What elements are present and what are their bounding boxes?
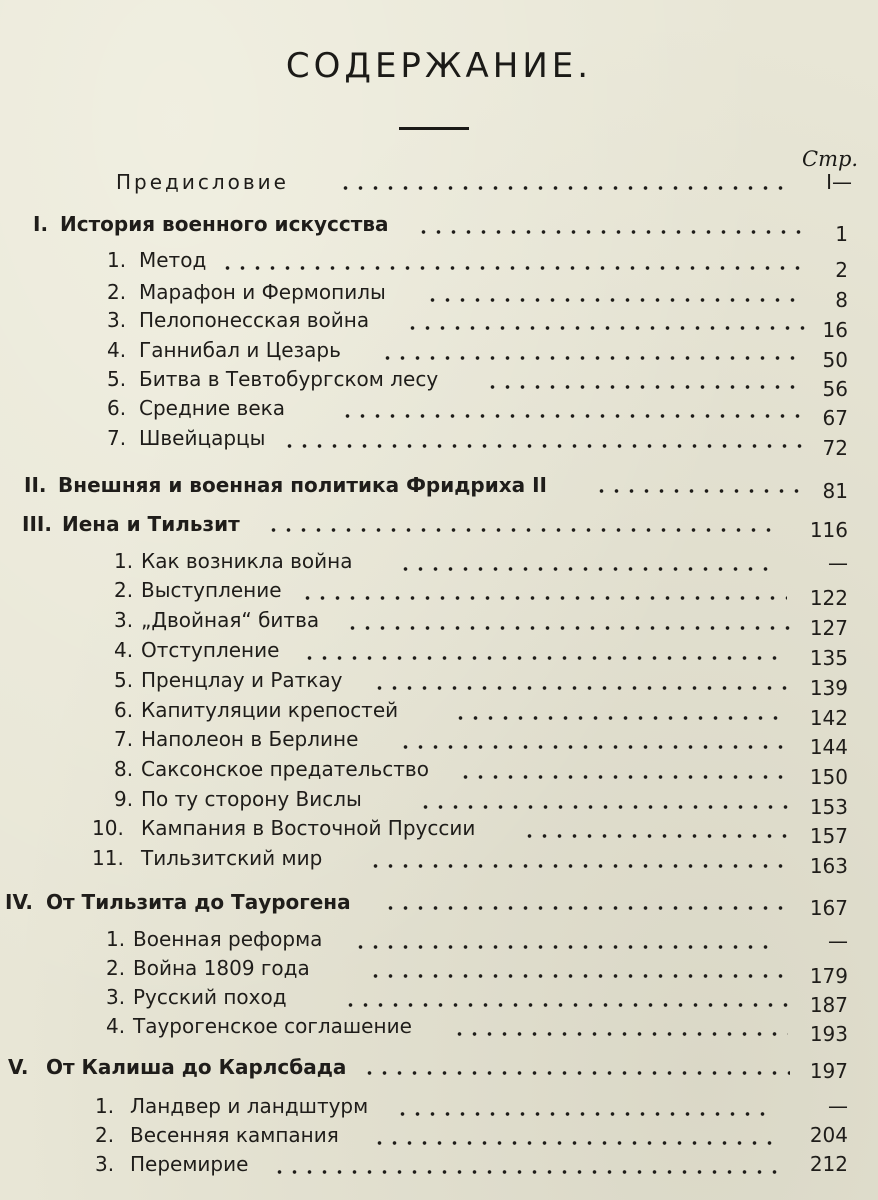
section-label: Весенняя кампания — [130, 1123, 339, 1147]
toc-chapter — [0, 212, 878, 246]
section-page: 193 — [809, 1022, 848, 1046]
section-page: 56 — [822, 377, 848, 401]
section-page: 157 — [809, 824, 848, 848]
section-number: 4. — [106, 1014, 126, 1038]
chapter-title: История военного искусства — [60, 212, 389, 236]
section-label: Капитуляции крепостей — [141, 698, 399, 722]
dot-leader — [368, 864, 788, 868]
chapter-title: Внешняя и военная политика Фридриха II — [58, 473, 547, 497]
dot-leader — [416, 230, 808, 234]
section-page: — — [828, 551, 848, 575]
section-page: — — [828, 929, 848, 953]
dot-leader — [395, 1112, 770, 1116]
toc-section — [0, 608, 878, 638]
section-label: Метод — [139, 248, 207, 272]
chapter-number: II. — [24, 473, 47, 497]
section-number: 3. — [95, 1152, 115, 1176]
section-label: Саксонское предательство — [141, 757, 429, 781]
toc-chapter — [0, 890, 878, 920]
section-number: 3. — [114, 608, 134, 632]
toc-section — [0, 956, 878, 986]
section-page: 150 — [809, 765, 848, 789]
section-label: Отступление — [141, 638, 280, 662]
section-label: Пренцлау и Раткау — [141, 668, 343, 692]
section-page: 8 — [835, 288, 848, 312]
dot-leader — [372, 686, 787, 690]
dot-leader — [425, 298, 805, 302]
toc-section — [0, 757, 878, 787]
section-number: 1. — [106, 927, 126, 951]
section-page: 16 — [822, 318, 848, 342]
toc-section — [0, 846, 878, 876]
section-page: 50 — [822, 348, 848, 372]
section-page: 187 — [809, 993, 848, 1017]
section-number: 11. — [92, 846, 124, 870]
chapter-number: III. — [22, 512, 52, 536]
section-number: 5. — [107, 367, 127, 391]
section-page: 122 — [809, 586, 848, 610]
dot-leader — [345, 626, 790, 630]
section-label: Пелопонесская война — [139, 308, 370, 332]
dot-leader — [282, 444, 807, 448]
dot-leader — [340, 414, 805, 418]
section-page: 135 — [809, 646, 848, 670]
section-number: 10. — [92, 816, 124, 840]
chapter-page: 197 — [809, 1059, 848, 1083]
section-number: 6. — [114, 698, 134, 722]
title-rule — [399, 127, 469, 130]
toc-section — [0, 727, 878, 757]
section-page: 144 — [809, 735, 848, 759]
chapter-page: 167 — [809, 896, 848, 920]
toc-section — [0, 338, 878, 372]
dot-leader — [453, 716, 788, 720]
section-label: Кампания в Восточной Пруссии — [141, 816, 476, 840]
dot-leader — [383, 906, 788, 910]
toc-section — [0, 367, 878, 401]
chapter-page: 116 — [809, 518, 848, 542]
section-page: 179 — [809, 964, 848, 988]
chapter-title: От Тильзита до Таурогена — [46, 890, 351, 914]
section-number: 3. — [106, 985, 126, 1009]
section-label: Таурогенское соглашение — [133, 1014, 412, 1038]
dot-leader — [266, 528, 776, 532]
toc-section — [0, 1123, 878, 1153]
section-label: Средние века — [139, 396, 285, 420]
toc-section — [0, 1014, 878, 1044]
page-column-label: Стр. — [802, 147, 859, 171]
dot-leader — [594, 489, 806, 493]
toc-section — [0, 549, 878, 579]
section-label: Перемирие — [130, 1152, 249, 1176]
section-number: 2. — [114, 578, 134, 602]
dot-leader — [338, 186, 783, 190]
toc-section — [0, 1094, 878, 1124]
section-number: 4. — [114, 638, 134, 662]
chapter-number: I. — [33, 212, 49, 236]
section-page: 139 — [809, 676, 848, 700]
section-number: 1. — [107, 248, 127, 272]
dot-leader — [380, 356, 805, 360]
dot-leader — [398, 745, 788, 749]
dot-leader — [300, 596, 787, 600]
section-number: 2. — [95, 1123, 115, 1147]
section-label: Русский поход — [133, 985, 287, 1009]
toc-entry-preface — [0, 170, 878, 200]
dot-leader — [368, 974, 788, 978]
section-label: Битва в Тевтобургском лесу — [139, 367, 439, 391]
toc-section — [0, 280, 878, 310]
chapter-title: От Калиша до Карлсбада — [46, 1055, 347, 1079]
dot-leader — [452, 1032, 788, 1036]
section-number: 4. — [107, 338, 127, 362]
dot-leader — [362, 1071, 790, 1075]
dot-leader — [372, 1141, 782, 1145]
section-label: Как возникла война — [141, 549, 353, 573]
dot-leader — [220, 266, 805, 270]
section-label: Военная реформа — [133, 927, 323, 951]
chapter-page: 81 — [822, 479, 848, 503]
section-page: 212 — [809, 1152, 848, 1176]
toc-section — [0, 578, 878, 608]
dot-leader — [522, 834, 787, 838]
section-label: Выступление — [141, 578, 282, 602]
section-number: 1. — [114, 549, 134, 573]
section-page: — — [828, 1094, 848, 1118]
toc-section — [0, 1152, 878, 1182]
chapter-number: V. — [8, 1055, 29, 1079]
section-label: Ганнибал и Цезарь — [139, 338, 341, 362]
section-number: 6. — [107, 396, 127, 420]
toc-section — [0, 668, 878, 698]
toc-section — [0, 927, 878, 957]
section-page: 142 — [809, 706, 848, 730]
toc-chapter — [0, 1055, 878, 1085]
section-page: 72 — [822, 436, 848, 460]
chapter-title: Иена и Тильзит — [62, 512, 240, 536]
section-number: 9. — [114, 787, 134, 811]
dot-leader — [353, 945, 773, 949]
section-label: По ту сторону Вислы — [141, 787, 362, 811]
section-number: 2. — [106, 956, 126, 980]
chapter-number: IV. — [5, 890, 33, 914]
section-label: Война 1809 года — [133, 956, 310, 980]
toc-chapter — [0, 512, 878, 542]
section-page: 67 — [822, 406, 848, 430]
section-label: Марафон и Фермопилы — [139, 280, 386, 304]
dot-leader — [302, 656, 787, 660]
page-title: СОДЕРЖАНИЕ. — [285, 46, 593, 86]
section-label: Ландвер и ландштурм — [130, 1094, 369, 1118]
toc-section — [0, 396, 878, 430]
section-number: 5. — [114, 668, 134, 692]
toc-section — [0, 787, 878, 817]
section-page: 127 — [809, 616, 848, 640]
entry-page: I— — [826, 170, 852, 194]
section-number: 2. — [107, 280, 127, 304]
dot-leader — [418, 805, 788, 809]
dot-leader — [343, 1003, 788, 1007]
entry-label: Предисловие — [116, 170, 289, 194]
toc-section — [0, 308, 878, 342]
toc-section — [0, 248, 878, 282]
section-number: 8. — [114, 757, 134, 781]
section-page: 163 — [809, 854, 848, 878]
section-page: 153 — [809, 795, 848, 819]
dot-leader — [405, 326, 805, 330]
section-page: 2 — [835, 258, 848, 282]
dot-leader — [458, 775, 788, 779]
section-number: 3. — [107, 308, 127, 332]
toc-section — [0, 985, 878, 1015]
toc-chapter — [0, 473, 878, 503]
section-number: 7. — [114, 727, 134, 751]
section-label: „Двойная“ битва — [141, 608, 320, 632]
section-page: 204 — [809, 1123, 848, 1147]
dot-leader — [485, 385, 805, 389]
section-number: 1. — [95, 1094, 115, 1118]
toc-section — [0, 426, 878, 460]
toc-section — [0, 638, 878, 668]
section-label: Наполеон в Берлине — [141, 727, 359, 751]
dot-leader — [272, 1170, 782, 1174]
chapter-page: 1 — [835, 222, 848, 246]
section-number: 7. — [107, 426, 127, 450]
toc-section — [0, 698, 878, 728]
toc-section — [0, 816, 878, 846]
section-label: Швейцарцы — [139, 426, 266, 450]
section-label: Тильзитский мир — [141, 846, 323, 870]
dot-leader — [398, 567, 768, 571]
